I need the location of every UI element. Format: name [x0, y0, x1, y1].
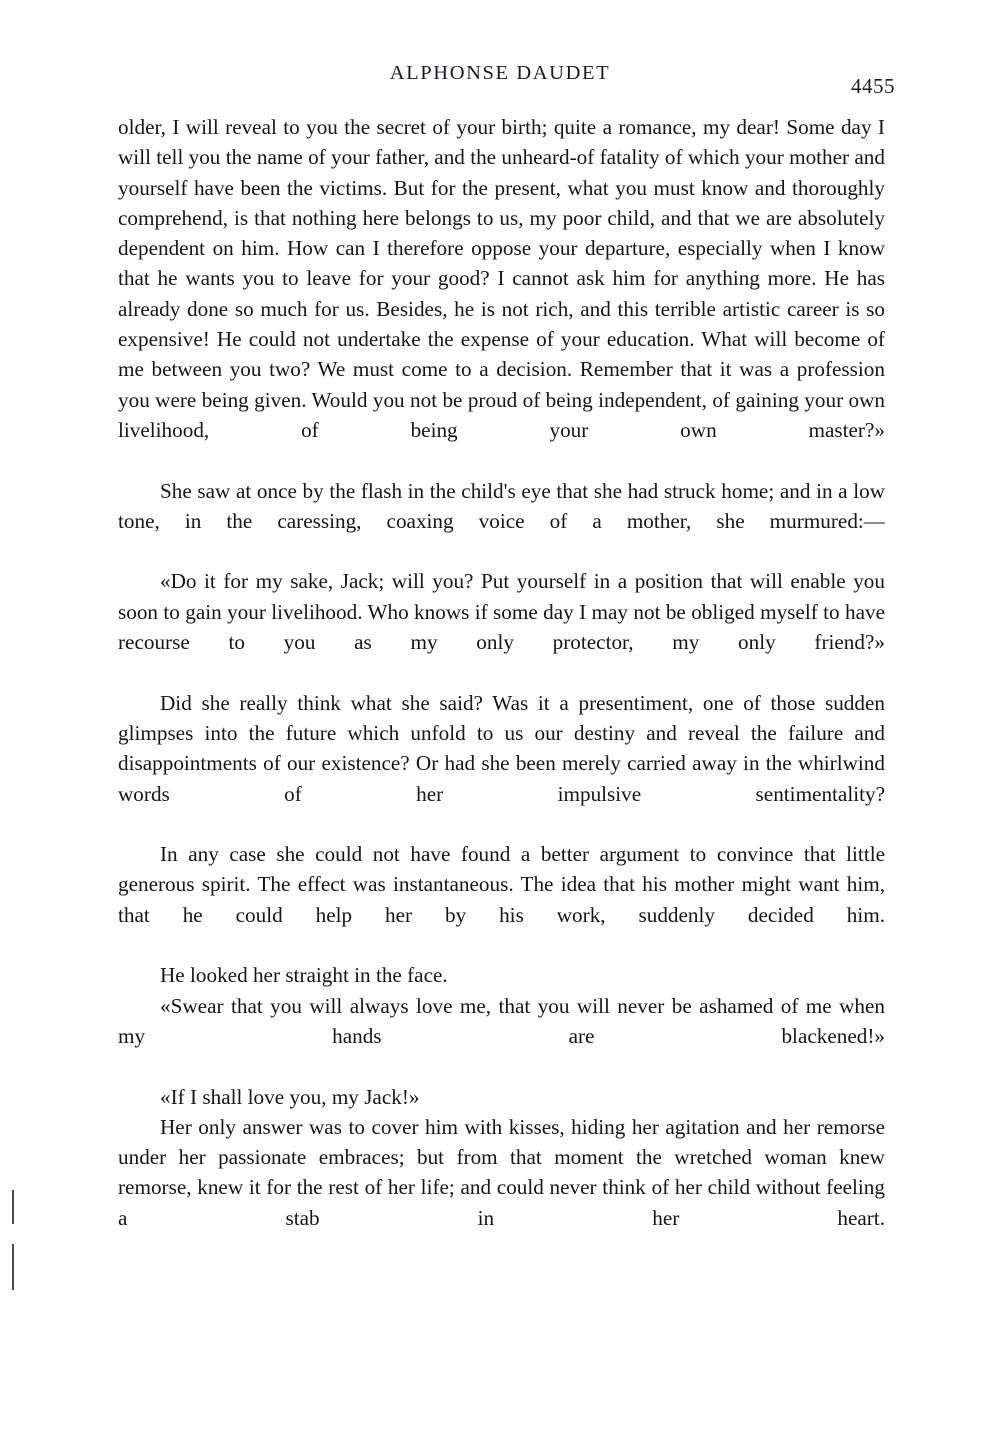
- paragraph: «If I shall love you, my Jack!»: [160, 1084, 420, 1109]
- paragraph: Did she really think what she said? Was it a presentiment, one of those sudden glimpses into the future which unfold to us our destiny and reveal the failure and disappointments of our existence? Or had she been merely carried away in the whirlwind words of her impulsive sentimentality?: [118, 690, 885, 806]
- page-number: 4455: [851, 74, 895, 98]
- paragraph: In any case she could not have found a better argument to convince that little generous spirit. The effect was instantaneous. The idea that his mother might want him, that he could help her by his work, suddenly decided him.: [118, 842, 885, 927]
- page-edge-marks: [12, 1190, 16, 1320]
- edge-mark: [12, 1190, 14, 1224]
- edge-mark: [12, 1244, 14, 1290]
- running-head: ALPHONSE DAUDET: [389, 62, 611, 84]
- page-header: [0, 62, 1000, 102]
- paragraph: He looked her straight in the face.: [160, 963, 448, 988]
- paragraph: Her only answer was to cover him with kisses, hiding her agitation and her remorse under her passionate embraces; but from that moment the wretched woman knew remorse, knew it for the rest of her life; and could never think of her child without feeling a stab in her heart.: [118, 1114, 885, 1230]
- paragraph: «Swear that you will always love me, that you will never be ashamed of me when my hands are blackened!»: [118, 993, 885, 1048]
- page-body: [118, 112, 885, 1263]
- paragraph: older, I will reveal to you the secret of your birth; quite a romance, my dear! Some day I will tell you the name of your father, and the unheard-of fatality of which your mother and yourself have been the victims. But for the present, what you must know and thoroughly comprehend, is that nothing here belongs to us, my poor child, and that we are absolutely dependent on him. How can I therefore oppose your departure, especially when I know that he wants you to leave for your good? I cannot ask him for anything more. He has already done so much for us. Besides, he is not rich, and this terrible artistic career is so expensive! He could not undertake the expense of your education. What will become of me between you two? We must come to a decision. Remember that it was a profession you were being given. Would you not be proud of being independent, of gaining your own livelihood, of being your own master?»: [118, 115, 885, 442]
- paragraph: «Do it for my sake, Jack; will you? Put yourself in a position that will enable you soon to gain your livelihood. Who knows if some day I may not be obliged myself to have recourse to you as my only protector, my only friend?»: [118, 569, 885, 655]
- paragraph: She saw at once by the flash in the child's eye that she had struck home; and in a low tone, in the caressing, coaxing voice of a mother, she murmured:—: [118, 478, 885, 533]
